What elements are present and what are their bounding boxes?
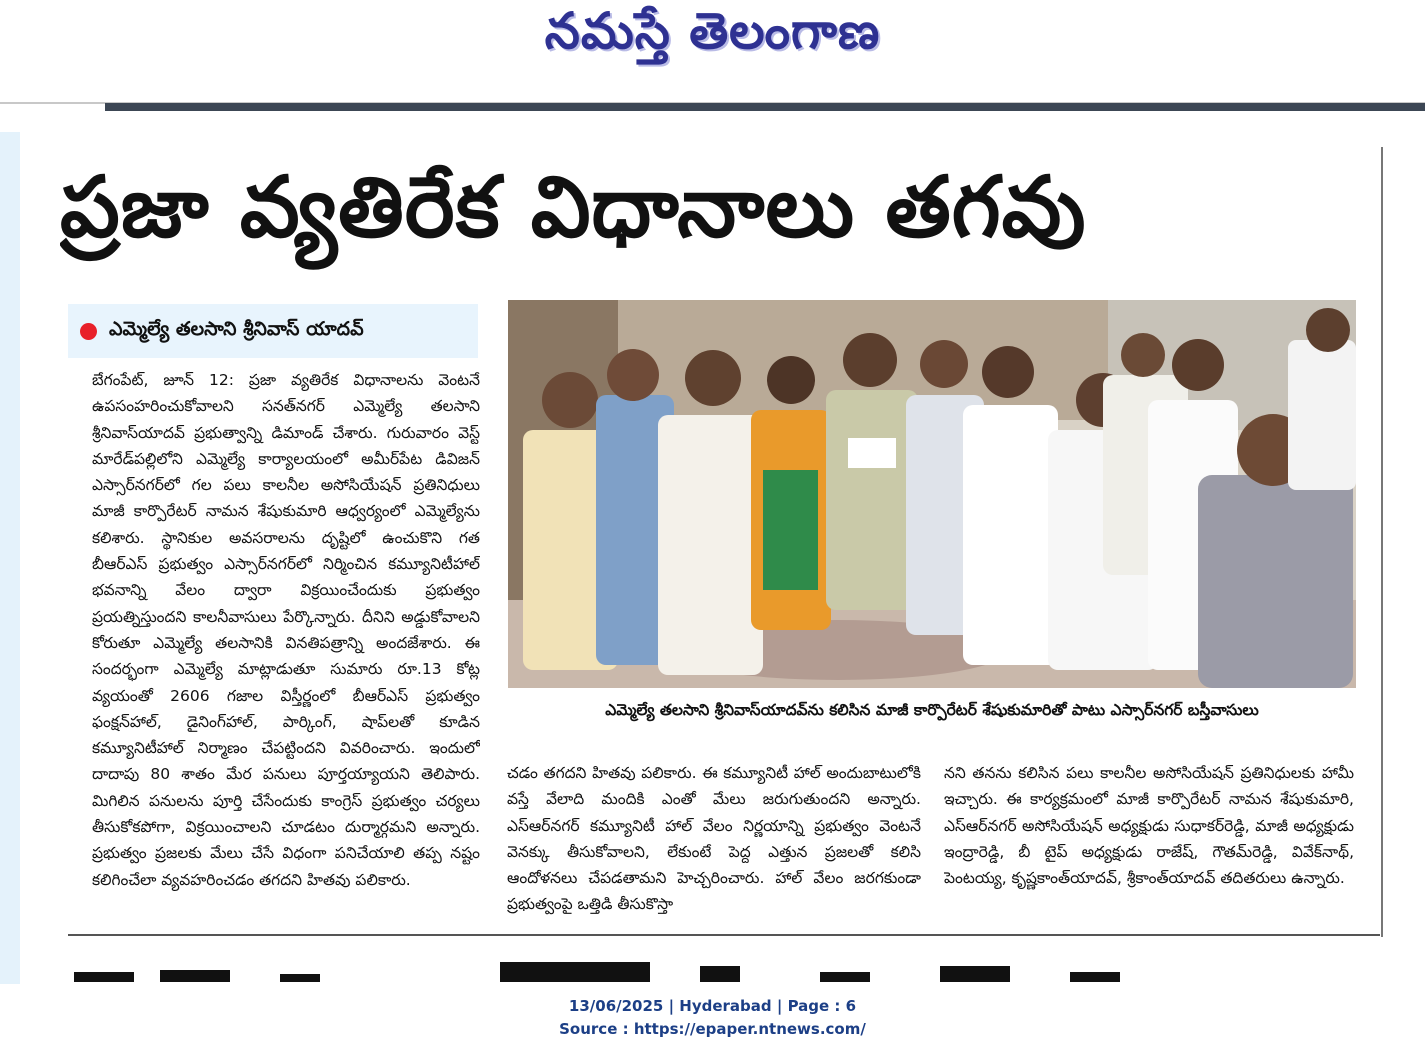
article-column-1: బేగంపేట్, జూన్ 12: ప్రజా వ్యతిరేక విధానాలను వెంటనే ఉపసంహరించుకోవాలని సనత్‌నగర్ ఎమ్మెల్యే తలసాని శ్రీనివాస్‌యాదవ్ ప్రభుత్వాన్ని డిమాండ్ చేశారు. గురువారం వెస్ట్ మారేడ్‌పల్లిలోని ఎమ్మెల్యే కార్యాలయంలో అమీర్‌పేట డివిజన్ ఎస్సార్‌నగర్‌లో గల పలు కాలనీల అసోసియేషన్ ప్రతినిధులు మాజీ కార్పొరేటర్ నామన శేషుకుమారి ఆధ్వర్యంలో ఎమ్మెల్యేను కలిశారు. స్థానికుల అవసరాలను దృష్టిలో ఉంచుకొని గత బీఆర్‌ఎస్ ప్రభుత్వం ఎస్సార్‌నగర్‌లో నిర్మించిన కమ్యూనిటీహాల్ భవనాన్ని వేలం ద్వారా విక్రయించేందుకు ప్రభుత్వం ప్రయత్నిస్తుందని కాలనీవాసులు పేర్కొన్నారు. దీనిని అడ్డుకోవాలని కోరుతూ ఎమ్మెల్యే తలసానికి వినతిపత్రాన్ని అందజేశారు. ఈ సందర్భంగా ఎమ్మెల్యే మాట్లాడుతూ సుమారు రూ.13 కోట్ల వ్యయంతో 2606 గజాల విస్తీర్ణంలో బీఆర్‌ఎస్ ప్రభుత్వం ఫంక్షన్‌హాల్, డైనింగ్‌హాల్, పార్కింగ్, షాప్‌లతో కూడిన కమ్యూనిటీహాల్ నిర్మాణం చేపట్టిందని వివరించారు. ఇందులో దాదాపు 80 శాతం మేర పనులు పూర్తయ్యాయని తెలిపారు. మిగిలిన పనులను పూర్తి చేసేందుకు కాంగ్రెస్ ప్రభుత్వం చర్యలు తీసుకోకపోగా, విక్రయించాలని చూడటం దుర్మార్గమని అన్నారు. ప్రభుత్వం ప్రజలకు మేలు చేసే విధంగా పనిచేయాలి తప్ప నష్టం కలిగించేలా వ్యవహరించడం తగదని హితవు పలికారు.	[92, 371, 480, 889]
masthead-rule-dark	[105, 103, 1425, 111]
left-margin-strip	[0, 132, 20, 984]
page-footer	[0, 995, 1425, 1041]
footer-source-link[interactable]: Source : https://epaper.ntnews.com/	[559, 1020, 866, 1038]
article-subhead: ఎమ్మెల్యే తలసాని శ్రీనివాస్ యాదవ్	[109, 317, 364, 340]
next-article-headline-fragment	[60, 958, 1360, 982]
group-photo-image	[508, 300, 1356, 688]
masthead	[0, 0, 1425, 100]
article-headline: ప్రజా వ్యతిరేక విధానాలు తగవు	[60, 158, 1087, 256]
article-column-3: నని తనను కలిసిన పలు కాలనీల అసోసియేషన్ ప్రతినిధులకు హామీ ఇచ్చారు. ఈ కార్యక్రమంలో మాజీ కార్పొరేటర్ నామన శేషుకుమారి, ఎస్‌ఆర్‌నగర్ అసోసియేషన్ అధ్యక్షుడు సుధాకర్‌రెడ్డి, మాజీ అధ్యక్షుడు ఇంద్రారెడ్డి, బీ టైప్ అధ్యక్షుడు రాజేష్, గౌతమ్‌రెడ్డి, వివేక్‌నాథ్, పెంటయ్య, కృష్ణకాంత్‌యాదవ్, శ్రీకాంత్‌యాదవ్ తదితరులు ఉన్నారు.	[944, 764, 1354, 888]
adjacent-article-edge	[1381, 147, 1425, 984]
photo-caption: ఎమ్మెల్యే తలసాని శ్రీనివాస్‌యాదవ్‌ను కలిసిన మాజీ కార్పొరేటర్ శేషుకుమారితో పాటు ఎస్సార్‌నగర్ బస్తీవాసులు	[605, 701, 1259, 719]
article-subhead-box	[68, 304, 478, 358]
red-bullet-icon	[80, 323, 97, 340]
article-photo	[508, 300, 1356, 688]
article-column-2: చడం తగదని హితవు పలికారు. ఈ కమ్యూనిటీ హాల్ అందుబాటులోకి వస్తే వేలాది మందికి ఎంతో మేలు జరుగుతుందని అన్నారు. ఎస్‌ఆర్‌నగర్ కమ్యూనిటీ హాల్ వేలం నిర్ణయాన్ని ప్రభుత్వం వెంటనే వెనక్కు తీసుకోవాలని, లేకుంటే పెద్ద ఎత్తున ప్రజలతో కలిసి ఆందోళనలు చేపడతామని హెచ్చరించారు. హాల్ వేలం జరగకుండా ప్రభుత్వంపై ఒత్తిడి తీసుకొస్తా	[507, 764, 921, 914]
column-divider	[1381, 147, 1383, 937]
newspaper-logo: నమస్తే తెలంగాణ	[544, 2, 881, 60]
article-bottom-rule	[68, 934, 1380, 936]
footer-date-page: 13/06/2025 | Hyderabad | Page : 6	[568, 997, 857, 1015]
